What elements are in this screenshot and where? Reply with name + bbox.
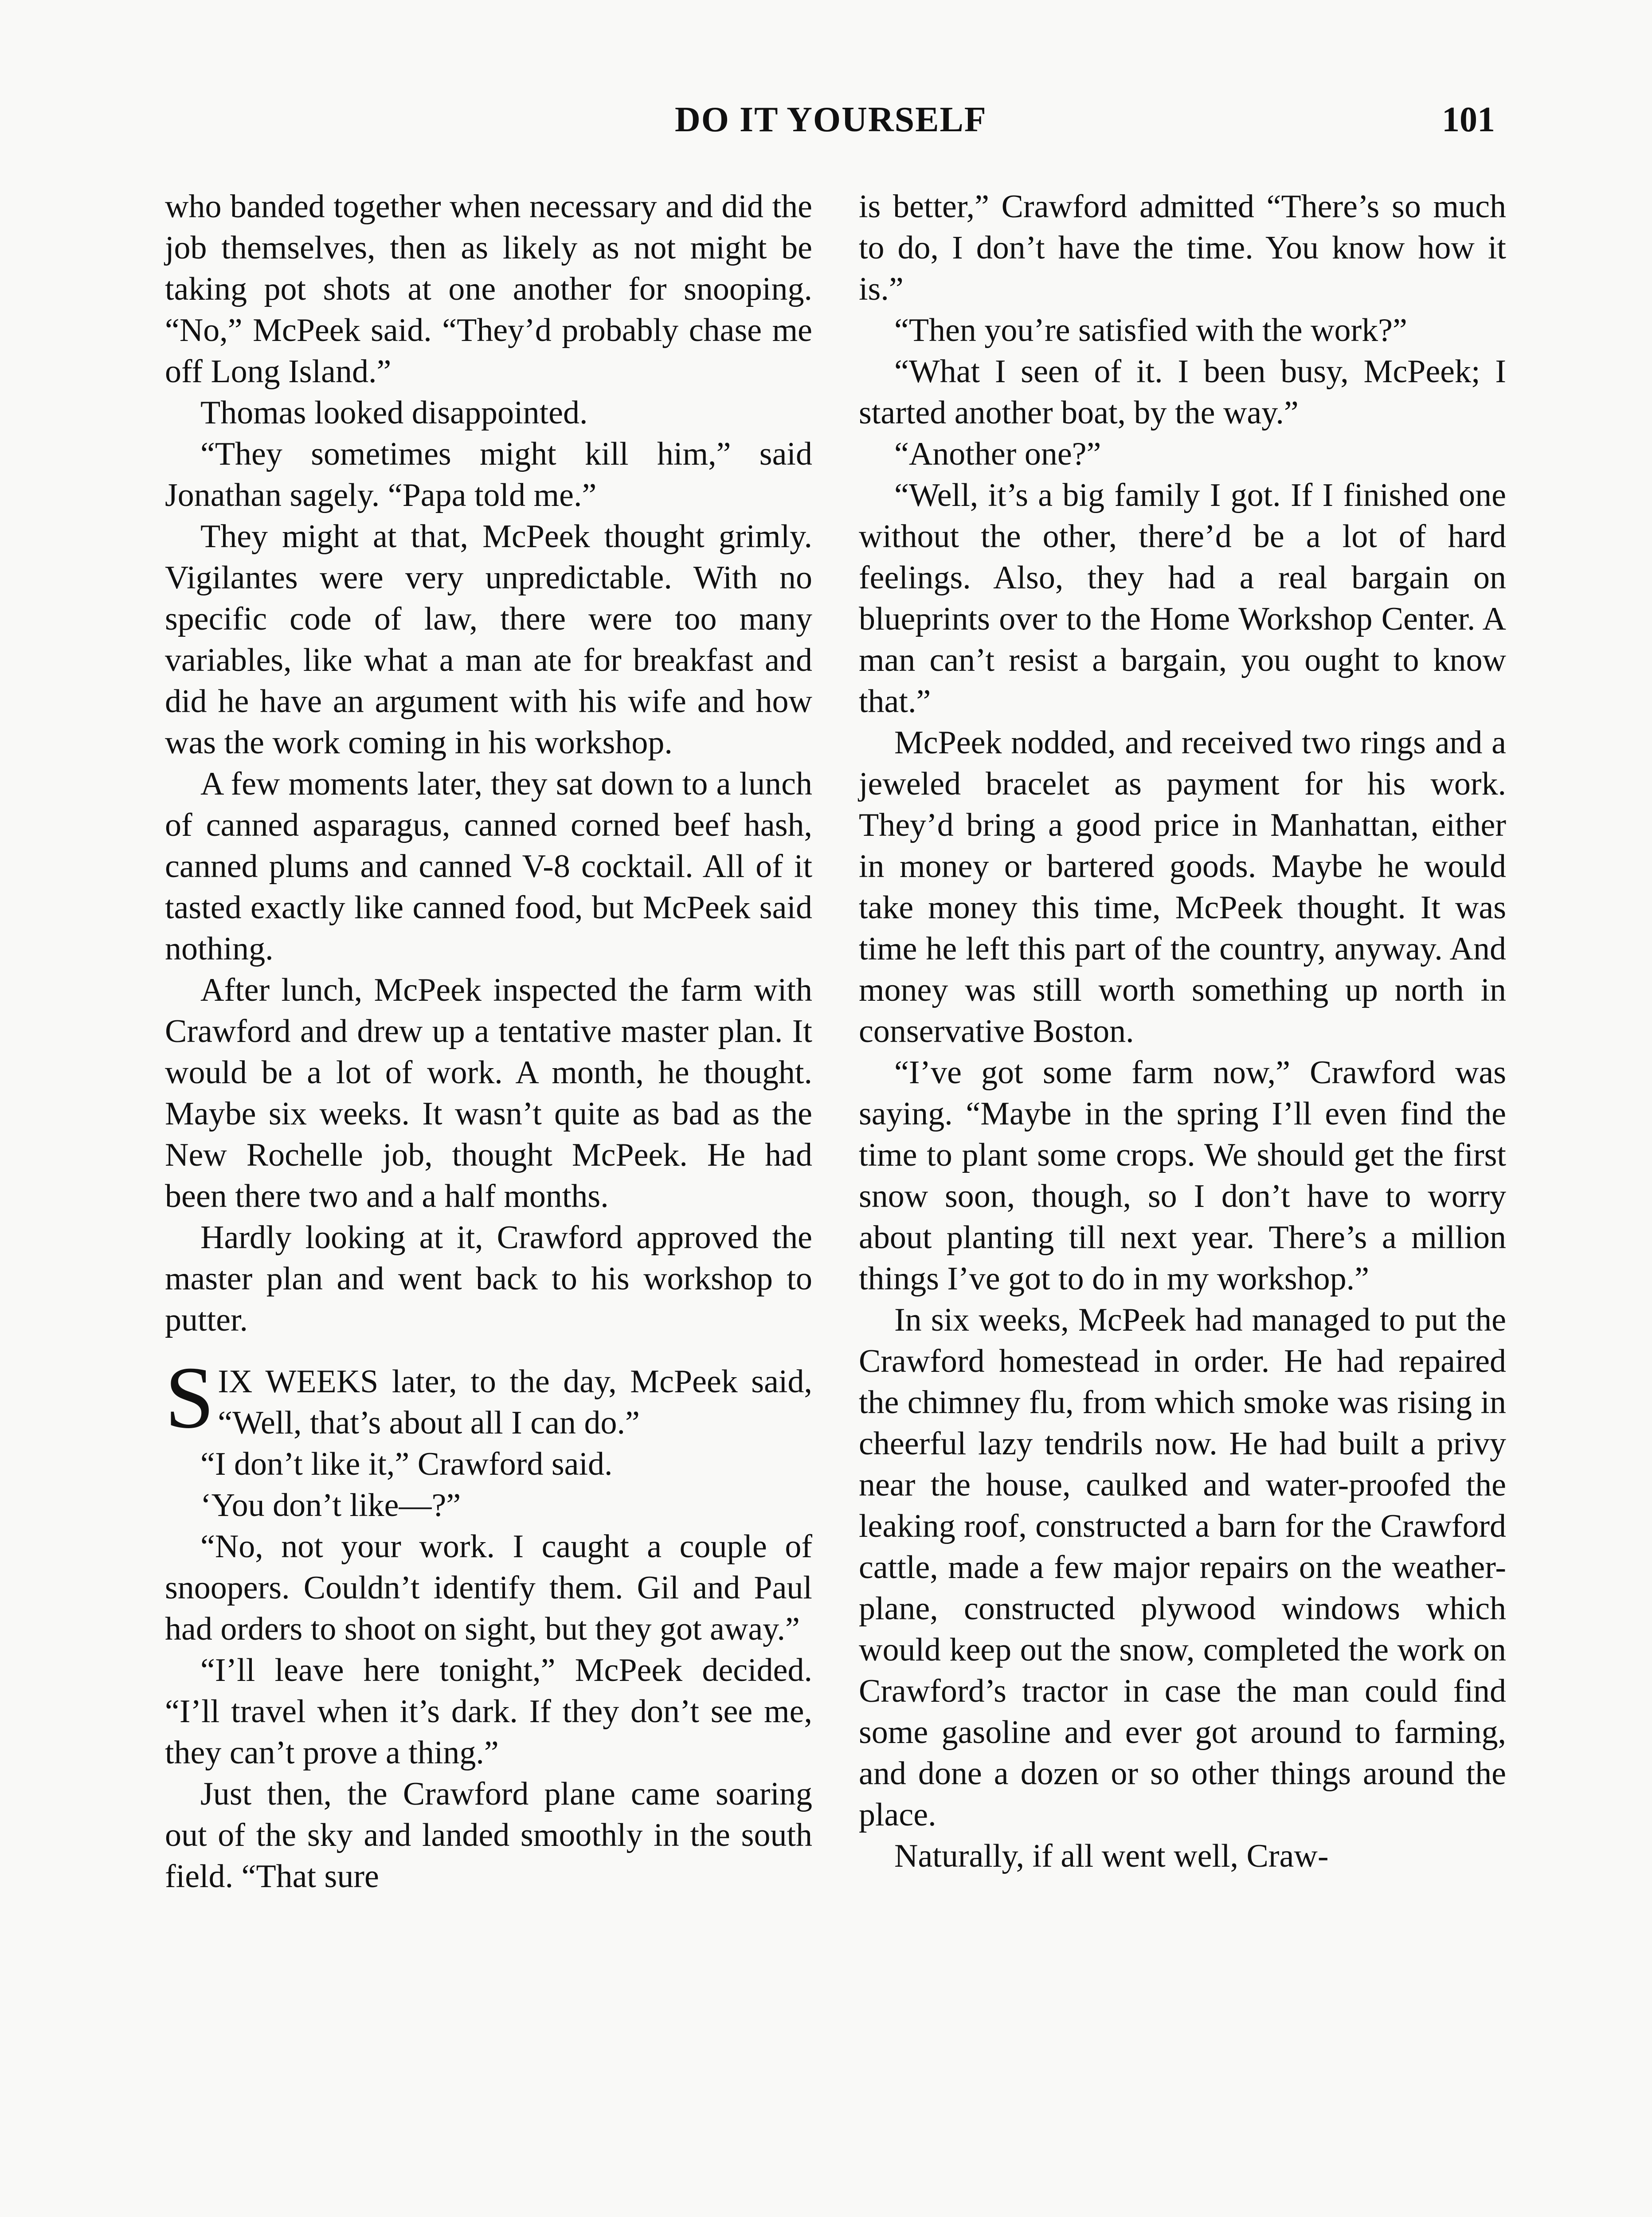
paragraph: “I’ve got some farm now,” Crawford was saying. “Maybe in the spring I’ll even find the time to plant some crops. We should get the first snow soon, though, so I don’t have to worry about planting till next year. There’s a million things I’ve got to do in my workshop.” [859, 1054, 1506, 1297]
page-number: 101 [1442, 100, 1495, 139]
page-header [165, 100, 1495, 157]
paragraph: “Another one?” [894, 436, 1101, 472]
paragraph: Hardly looking at it, Crawford approved the master plan and went back to his workshop to putter. [165, 1219, 812, 1338]
paragraph: They might at that, McPeek thought grimly. Vigilantes were very unpredictable. With no specific code of law, there were too many variables, like what a man ate for breakfast and did he have an argument with his wife and how was the work coming in his workshop. [165, 518, 812, 761]
left-column [165, 186, 812, 1897]
paragraph: “I’ll leave here tonight,” McPeek decided. “I’ll travel when it’s dark. If they don’t see me, they can’t prove a thing.” [165, 1652, 812, 1771]
paragraph: “I don’t like it,” Crawford said. [200, 1446, 613, 1482]
paragraph: “Well, it’s a big family I got. If I finished one without the other, there’d be a lot of hard feelings. Also, they had a real bargain on blueprints over to the Home Workshop Center. A man can’t resist a bargain, you ought to know that.” [859, 477, 1506, 720]
paragraph: “No, not your work. I caught a couple of snoopers. Couldn’t identify them. Gil and Paul had orders to shoot on sight, but they got away.” [165, 1528, 812, 1647]
right-column [859, 186, 1506, 1877]
paragraph: Naturally, if all went well, Craw- [894, 1838, 1329, 1874]
running-title: DO IT YOURSELF [675, 100, 987, 139]
paragraph: is better,” Crawford admitted “There’s so much to do, I don’t have the time. You know how it is.” [859, 188, 1506, 307]
paragraph: ‘You don’t like—?” [200, 1487, 461, 1524]
drop-cap: S [165, 1349, 215, 1447]
paragraph: “They sometimes might kill him,” said Jonathan sagely. “Papa told me.” [165, 436, 812, 513]
paragraph-text: IX WEEKS later, to the day, McPeek said, “Well, that’s about all I can do.” [218, 1363, 812, 1441]
paragraph: After lunch, McPeek inspected the farm with Crawford and drew up a tentative master plan. It would be a lot of work. A month, he thought. Maybe six weeks. It wasn’t quite as bad as the New Rochelle job, thought McPeek. He had been there two and a half months. [165, 972, 812, 1214]
section-opening-paragraph [165, 1349, 812, 1447]
paragraph: “What I seen of it. I been busy, McPeek; I started another boat, by the way.” [859, 353, 1506, 431]
paragraph: McPeek nodded, and received two rings and a jeweled bracelet as payment for his work. They’d bring a good price in Manhattan, either in money or bartered goods. Maybe he would take money this time, McPeek thought. It was time he left this part of the country, anyway. And money was still worth something up north in conservative Boston. [859, 725, 1506, 1050]
paragraph: A few moments later, they sat down to a lunch of canned asparagus, canned corned beef hash, canned plums and canned V-8 cocktail. All of it tasted exactly like canned food, but McPeek said nothing. [165, 766, 812, 967]
paragraph: Thomas looked disappointed. [200, 395, 588, 431]
paragraph: “Then you’re satisfied with the work?” [894, 312, 1407, 349]
paragraph: Just then, the Crawford plane came soaring out of the sky and landed smoothly in the south field. “That sure [165, 1776, 812, 1895]
paragraph: who banded together when necessary and did the job themselves, then as likely as not might be taking pot shots at one another for snooping. “No,” McPeek said. “They’d probably chase me off Long Island.” [165, 188, 812, 390]
paragraph: In six weeks, McPeek had managed to put the Crawford homestead in order. He had repaired the chimney flu, from which smoke was rising in cheerful lazy tendrils now. He had built a privy near the house, caulked and water-proofed the leaking roof, constructed a barn for the Crawford cattle, made a few major repairs on the weather-plane, constructed plywood windows which would keep out the snow, completed the work on Crawford’s tractor in case the man could find some gasoline and ever got around to farming, and done a dozen or so other things around the place. [859, 1302, 1506, 1833]
